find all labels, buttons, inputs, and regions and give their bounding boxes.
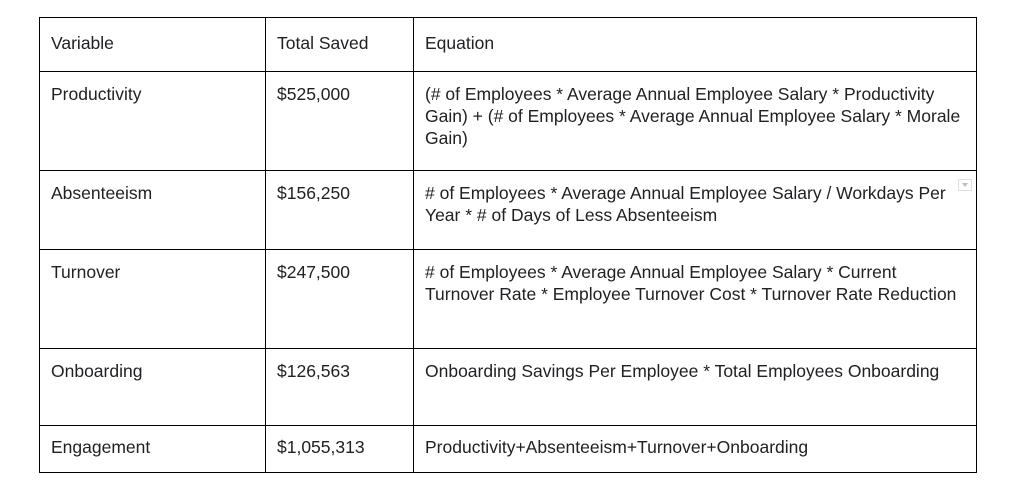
table-row <box>40 250 977 349</box>
cell-total-saved[interactable]: $1,055,313 <box>266 426 414 473</box>
header-total-saved[interactable]: Total Saved <box>266 18 414 72</box>
cell-total-saved[interactable]: $126,563 <box>266 349 414 426</box>
cell-equation-text: # of Employees * Average Annual Employee Salary / Workdays Per Year * # of Days of Less Absenteeism <box>425 183 946 225</box>
cell-equation[interactable]: Productivity+Absenteeism+Turnover+Onboarding <box>414 426 977 473</box>
cell-variable[interactable]: Absenteeism <box>40 171 266 250</box>
cell-variable[interactable]: Engagement <box>40 426 266 473</box>
cell-variable[interactable]: Productivity <box>40 72 266 171</box>
table-header-row <box>40 18 977 72</box>
table-row <box>40 349 977 426</box>
cell-total-saved[interactable]: $156,250 <box>266 171 414 250</box>
header-variable[interactable]: Variable <box>40 18 266 72</box>
chevron-down-icon[interactable] <box>958 179 972 191</box>
header-equation[interactable]: Equation <box>414 18 977 72</box>
cell-equation[interactable]: (# of Employees * Average Annual Employee Salary * Productivity Gain) + (# of Employees * Average Annual Employee Salary * Morale Gain) <box>414 72 977 171</box>
table-row <box>40 72 977 171</box>
cell-equation[interactable]: # of Employees * Average Annual Employee Salary * Current Turnover Rate * Employee Turnover Cost * Turnover Rate Reduction <box>414 250 977 349</box>
savings-table <box>39 17 977 473</box>
cell-equation[interactable]: Onboarding Savings Per Employee * Total Employees Onboarding <box>414 349 977 426</box>
table-row <box>40 426 977 473</box>
cell-variable[interactable]: Onboarding <box>40 349 266 426</box>
cell-total-saved[interactable]: $247,500 <box>266 250 414 349</box>
cell-variable[interactable]: Turnover <box>40 250 266 349</box>
cell-equation-with-dropdown[interactable] <box>414 171 977 250</box>
table-row <box>40 171 977 250</box>
cell-total-saved[interactable]: $525,000 <box>266 72 414 171</box>
